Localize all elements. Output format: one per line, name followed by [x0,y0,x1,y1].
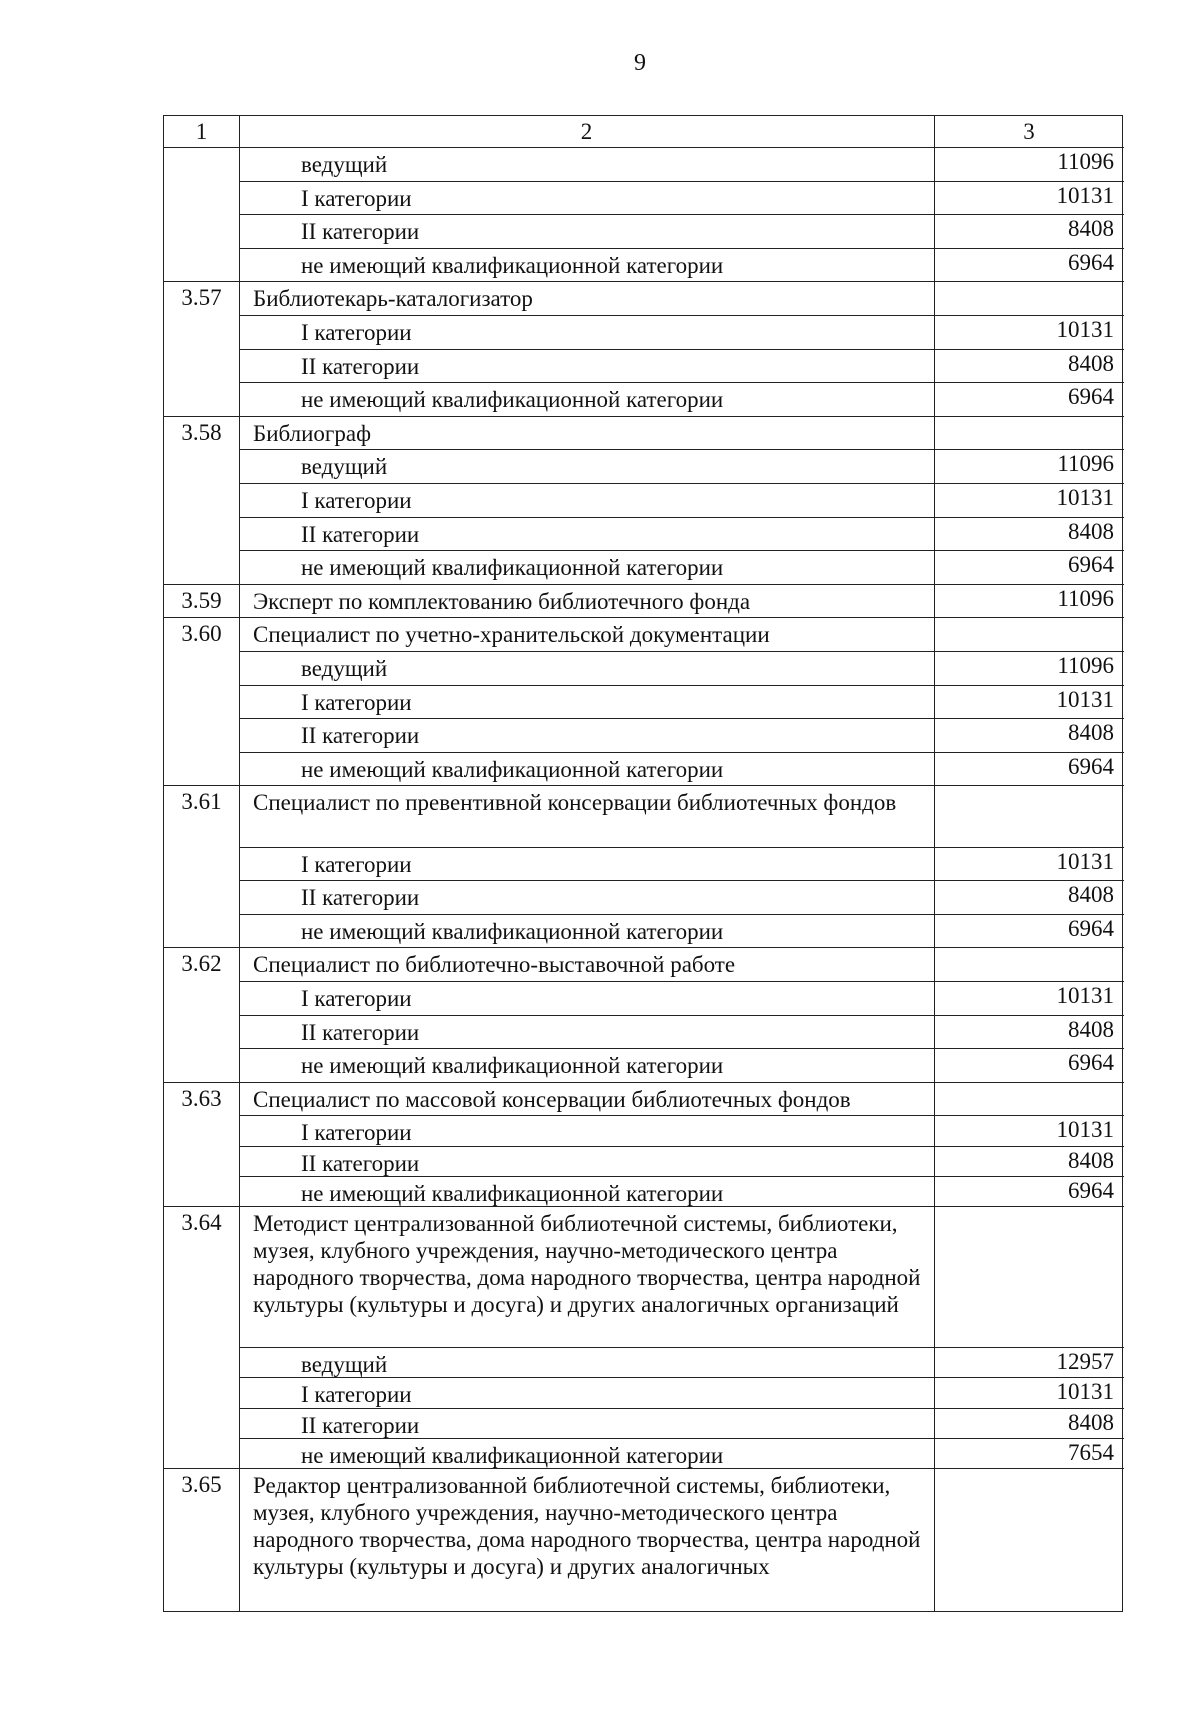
category-label: II категории [301,1412,420,1438]
salary-value: 8408 [1068,1409,1114,1435]
category-label: I категории [301,851,412,877]
category-label: ведущий [301,1352,388,1377]
row-divider [164,281,1124,282]
category-label: не имеющий квалификационной категории [301,1181,724,1206]
salary-value: 11096 [1057,653,1114,678]
column-divider [239,116,240,1611]
salary-value: 10131 [1056,1379,1114,1405]
header-col3: 3 [1023,119,1035,144]
salary-table [163,115,1123,1612]
header-col1: 1 [195,119,208,144]
row-number: 3.64 [181,1210,222,1236]
position-title: Библиотекарь-каталогизатор [253,286,533,312]
salary-value: 10131 [1056,848,1114,874]
category-label: не имеющий квалификационной категории [301,387,724,413]
salary-value: 6964 [1068,753,1114,779]
position-title: Методист централизованной библиотечной системы, библиотеки, музея, клубного учреждения, научно-методического центра народного творчества, дома народного творчества, центра народной культуры (культуры и досуга) и других аналогичных организаций [253,1211,921,1318]
row-number: 3.59 [181,587,222,613]
row-number: 3.61 [181,789,222,815]
category-label: II категории [301,1150,420,1176]
category-label: ведущий [301,152,388,177]
category-label: не имеющий квалификационной категории [301,756,724,782]
position-title: Специалист по библиотечно-выставочной работе [253,952,736,978]
salary-value: 11096 [1057,451,1114,477]
category-label: II категории [301,219,420,245]
row-divider [164,785,1124,786]
salary-value: 10131 [1056,983,1114,1008]
position-title: Библиограф [253,420,371,446]
row-divider [164,1468,1124,1469]
salary-value: 11096 [1057,585,1114,611]
salary-value: 12957 [1056,1349,1114,1374]
row-number: 3.57 [181,285,222,311]
category-label: не имеющий квалификационной категории [301,1442,724,1468]
salary-value: 10131 [1056,485,1114,510]
position-title: Специалист по превентивной консервации библиотечных фондов [253,790,897,816]
row-divider [164,617,1124,618]
salary-value: 8408 [1068,216,1114,242]
category-label: не имеющий квалификационной категории [301,918,724,944]
salary-value: 8408 [1068,882,1114,908]
salary-value: 10131 [1056,182,1114,208]
position-title: Эксперт по комплектованию библиотечного фонда [253,588,751,614]
salary-value: 8408 [1068,1147,1114,1173]
category-label: ведущий [301,656,388,681]
salary-value: 11096 [1057,149,1114,174]
category-label: I категории [301,689,412,715]
category-label: I категории [301,185,412,211]
category-label: I категории [301,488,412,513]
category-label: не имеющий квалификационной категории [301,252,724,278]
category-label: II категории [301,885,420,911]
row-divider [164,1082,1124,1083]
salary-value: 8408 [1068,518,1114,544]
row-number: 3.62 [181,951,222,977]
page-number: 9 [634,50,646,76]
category-label: I категории [301,1382,412,1408]
row-number: 3.63 [181,1085,222,1111]
salary-value: 10131 [1056,317,1114,342]
position-title: Специалист по учетно-хранительской документации [253,622,770,648]
position-title: Специалист по массовой консервации библиотечных фондов [253,1086,851,1112]
row-divider [164,947,1124,948]
category-label: II категории [301,353,420,379]
category-label: I категории [301,1120,412,1146]
row-number: 3.60 [181,621,222,647]
salary-value: 7654 [1068,1439,1114,1465]
position-title: Редактор централизованной библиотечной системы, библиотеки, музея, клубного учреждения, научно-методического центра народного творчества, дома народного творчества, центра народной культуры (культуры и досуга) и других аналогичных [253,1473,921,1580]
salary-value: 6964 [1068,1050,1114,1076]
category-label: I категории [301,986,412,1011]
category-label: II категории [301,521,420,547]
category-label: не имеющий квалификационной категории [301,555,724,581]
salary-value: 6964 [1068,915,1114,941]
header-col2: 2 [580,119,593,144]
category-label: ведущий [301,454,388,480]
row-number: 3.65 [181,1472,222,1498]
category-label: не имеющий квалификационной категории [301,1053,724,1079]
row-number: 3.58 [181,419,222,445]
salary-value: 8408 [1068,1016,1114,1042]
salary-value: 10131 [1056,1117,1114,1143]
category-label: II категории [301,1019,420,1045]
row-divider [164,416,1124,417]
salary-value: 10131 [1056,686,1114,712]
salary-value: 8408 [1068,350,1114,376]
category-label: I категории [301,320,412,345]
salary-value: 8408 [1068,720,1114,746]
category-label: II категории [301,723,420,749]
salary-value: 6964 [1068,249,1114,275]
table-body [164,116,1122,1611]
row-divider [164,1206,1124,1207]
salary-value: 6964 [1068,384,1114,410]
salary-value: 6964 [1068,1178,1114,1203]
salary-value: 6964 [1068,552,1114,578]
